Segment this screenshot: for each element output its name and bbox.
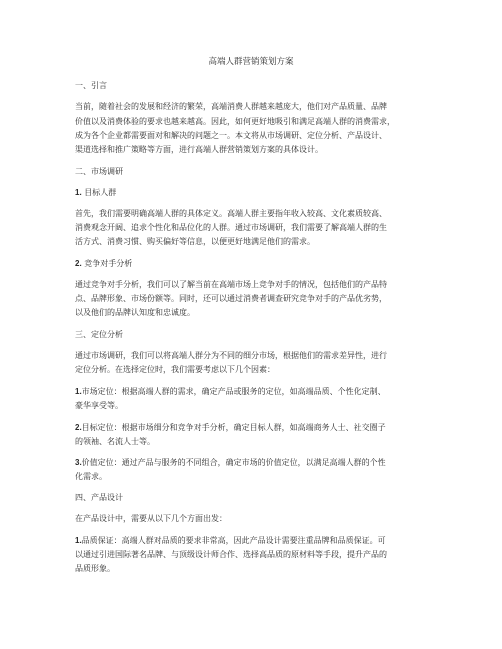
list-item-text: 目标定位：根据市场细分和竞争对手分析，确定目标人群，如高端商务人士、社交圈子 <box>81 423 386 432</box>
paragraph-line: 活方式、消费习惯、购买偏好等信息，以便更好地满足他们的需求。 <box>75 237 315 246</box>
paragraph-line: 首先，我们需要明确高端人群的具体定义。高端人群主要指年收入较高、文化素质较高、 <box>75 209 387 218</box>
subheading-competitor-analysis <box>75 258 132 269</box>
paragraph-line: 以通过引进国际著名品牌、与顶级设计师合作、选择高品质的原材料等手段，提升产品的 <box>75 550 387 559</box>
list-item-number: 3. <box>75 458 82 467</box>
list-item-text: 价值定位：通过产品与服务的不同组合，确定市场的价值定位，以满足高端人群的个性 <box>81 458 386 467</box>
paragraph-line: 以及他们的品牌认知度和忠诚度。 <box>75 308 195 317</box>
paragraph-line: 价值以及消费体验的要求也越来越高。因此，如何更好地吸引和满足高端人群的消费需求， <box>75 117 395 126</box>
paragraph-line: 成为各个企业都需要面对和解决的问题之一。本文将从市场调研、定位分析、产品设计、 <box>75 131 387 140</box>
paragraph-line: 当前，随着社会的发展和经济的繁荣，高端消费人群越来越庞大，他们对产品质量、品牌 <box>75 102 387 111</box>
paragraph-line: 定位分析。在选择定位时，我们需要考虑以下几个因素： <box>75 365 275 374</box>
document-title: 高端人群营销策划方案 <box>208 57 294 67</box>
paragraph-line: 的领袖、名流人士等。 <box>75 437 155 446</box>
list-item-text: 品质保证：高端人群对品质的要求非常高，因此产品设计需要注重品牌和品质保证。可 <box>81 536 386 545</box>
paragraph-line: 渠道选择和推广策略等方面，进行高端人群营销策划方案的具体设计。 <box>75 145 323 154</box>
subheading-number: 2. <box>75 259 82 268</box>
list-item-text: 市场定位：根据高端人群的需求，确定产品或服务的定位，如高端品质、个性化定制、 <box>81 387 386 396</box>
subheading-number: 1. <box>75 188 82 197</box>
paragraph-line: 在产品设计中，需要从以下几个方面出发： <box>75 514 227 523</box>
list-item-value-positioning <box>75 457 386 468</box>
section-heading-research: 二、市场调研 <box>75 167 123 176</box>
list-item-number: 1. <box>75 387 82 396</box>
subheading-text: 竞争对手分析 <box>81 259 133 268</box>
list-item-target-positioning <box>75 422 386 433</box>
paragraph-line: 品质形象。 <box>75 564 115 573</box>
list-item-number: 2. <box>75 423 82 432</box>
paragraph-line: 点、品牌形象、市场份额等。同时，还可以通过消费者调查研究竞争对手的产品优劣势， <box>75 294 387 303</box>
paragraph-line: 通过市场调研，我们可以将高端人群分为不同的细分市场，根据他们的需求差异性，进行 <box>75 351 387 360</box>
subheading-target-group <box>75 187 116 198</box>
section-heading-design: 四、产品设计 <box>75 493 123 502</box>
section-heading-positioning: 三、定位分析 <box>75 330 123 339</box>
list-item-number: 1. <box>75 536 82 545</box>
paragraph-line: 豪华享受等。 <box>75 401 123 410</box>
subheading-text: 目标人群 <box>81 188 117 197</box>
list-item-market-positioning <box>75 386 386 397</box>
list-item-quality-assurance <box>75 535 386 546</box>
paragraph-line: 化需求。 <box>75 472 107 481</box>
section-heading-intro: 一、引言 <box>75 81 107 90</box>
paragraph-line: 消费观念开阔、追求个性化和品位化的人群。通过市场调研，我们需要了解高端人群的生 <box>75 223 387 232</box>
paragraph-line: 通过竞争对手分析，我们可以了解当前在高端市场上竞争对手的情况，包括他们的产品特 <box>75 280 387 289</box>
